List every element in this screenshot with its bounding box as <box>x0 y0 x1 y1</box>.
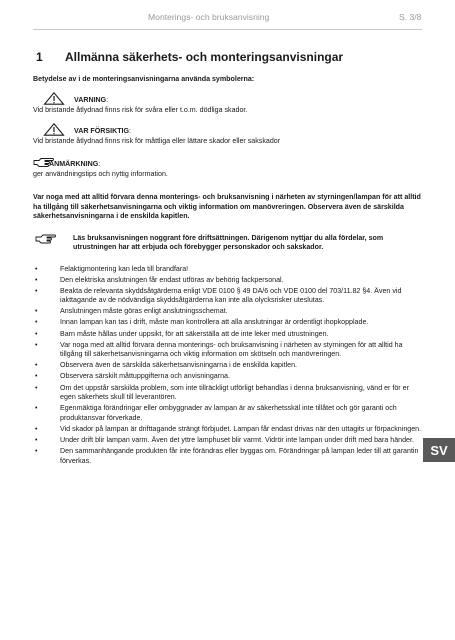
bullet-dot: • <box>35 361 38 370</box>
bullet-text: Anslutningen måste göras enligt anslutningsschemat. <box>60 307 228 316</box>
warning-text: Vid bristande åtlydnad finns risk för svåra eller t.o.m. dödliga skador. <box>33 105 248 114</box>
read-note-text: Läs bruksanvisningen noggrant före driftsättningen. Därigenom nyttjar du alla fördelar, som utrustningen har att erbjuda och förebygger personskador och sakskador. <box>73 233 384 251</box>
bullet-dot: • <box>35 264 38 273</box>
bullet-text: Under drift blir lampan varm. Även det yttre lamphuset blir varmt. Vidrör inte lampan under drift med bara händer. <box>60 436 414 444</box>
bullet-dot: • <box>35 340 38 349</box>
header-rule <box>33 29 422 30</box>
bullet-item <box>33 404 423 423</box>
caution-colon: : <box>129 127 132 135</box>
bullet-text: Var noga med att alltid förvara denna monterings- och bruksanvisning i närheten av styrningen för att alltid ha tillgång till säkerhetsanvisningarna och viktig information om skötseln och manövreringen. <box>60 340 403 359</box>
caution-label-wrap <box>74 127 131 135</box>
bullet-dot: • <box>35 329 38 338</box>
bullet-item <box>33 318 423 328</box>
bullet-dot: • <box>35 318 38 327</box>
document-title: Monterings- och bruksanvisning <box>148 12 270 22</box>
bullet-dot: • <box>35 307 38 316</box>
bullet-item <box>33 436 423 446</box>
page-number: S. 3/8 <box>399 12 422 22</box>
bullet-text: Om det uppstår särskilda problem, som inte tillräckligt utförligt behandlas i denna bruksanvisning, vänd er för er egen säkerhets skull till leverantören. <box>60 383 409 402</box>
section-number: 1 <box>36 50 43 64</box>
bullet-item <box>33 341 423 360</box>
note-text: ger användningstips och nyttig information. <box>33 169 168 178</box>
bullet-item <box>33 330 423 340</box>
bullet-item <box>33 372 423 382</box>
bullet-text: Observera även de särskilda säkerhetsanvisningarna i de enskilda kapitlen. <box>60 361 297 370</box>
bullet-text: Egenmäktiga förändringar eller ombyggnader av lampan är av säkerhetsskäl inte tillåtet och gör garanti och produktansvar förverkade. <box>60 404 397 422</box>
caution-triangle-icon <box>43 123 65 136</box>
bullet-text: Den elektriska anslutningen får endast utföras av behörig fackpersonal. <box>60 275 284 284</box>
bullet-item <box>33 265 423 275</box>
warning-triangle-icon <box>43 92 65 105</box>
storage-paragraph: Var noga med att alltid förvara denna monterings- och bruksanvisning i närheten av styrningen/lampan för att alltid ha tillgång till säkerhetsanvisningarna och viktig information om manövreringen. Observera även de särskilda säkerhetsanvisningarna i de enskilda kapitlen. <box>33 193 421 220</box>
note-label: ANMÄRKNING <box>49 159 99 168</box>
bullet-dot: • <box>35 447 38 456</box>
note-row <box>33 157 423 169</box>
bullet-dot: • <box>35 424 38 433</box>
read-instructions-note <box>33 234 423 253</box>
bullet-text: Beakta de relevanta skyddsåtgärderna enligt VDE 0100 § 49 DA/6 och VDE 0100 del 703/11.82 §4. Även vid iakttagande av de nödvändiga skyddsåtgärderna kan inte alla olycksrisker uteslutas. <box>60 286 402 305</box>
warning-row <box>33 93 423 105</box>
warning-colon: : <box>106 95 109 104</box>
caution-text: Vid bristande åtlydnad finns risk för måttliga eller lättare skador eller sakskador <box>33 137 281 145</box>
section-title: Allmänna säkerhets- och monteringsanvisningar <box>65 50 344 64</box>
pointing-hand-icon <box>35 233 57 245</box>
bullet-text: Den sammanhängande produkten får inte förändras eller byggas om. Förändringar på lampan leder till att garantin förverkas. <box>60 447 419 465</box>
bullet-text: Vid skador på lampan är drifttagande strängt förbjudet. Lampan får endast drivas när den uttagits ur förpackningen. <box>60 424 422 433</box>
bullet-dot: • <box>35 404 38 413</box>
bullet-dot: • <box>35 372 38 381</box>
bullet-text: Felaktigmontering kan leda till brandfara! <box>60 264 189 273</box>
bullet-dot: • <box>35 383 38 392</box>
bullet-text: Innan lampan kan tas i drift, måste man kontrollera att alla anslutningar är ordentligt ihopkopplade. <box>60 318 369 327</box>
bullet-item <box>33 447 423 466</box>
note-colon: : <box>98 159 101 168</box>
safety-bullet-list <box>33 265 423 467</box>
bullet-item <box>33 307 423 317</box>
bullet-dot: • <box>35 275 38 284</box>
warning-label-wrap <box>74 96 108 104</box>
caution-row <box>33 124 423 136</box>
bullet-item <box>33 276 423 286</box>
page-content <box>33 50 423 468</box>
bullet-text: Observera särskilt måttuppgifterna och anvisningarna. <box>60 372 230 381</box>
bullet-item <box>33 287 423 306</box>
bullet-item <box>33 384 423 403</box>
warning-label: VARNING <box>74 95 107 104</box>
note-label-wrap <box>49 160 100 168</box>
section-heading <box>33 50 423 66</box>
bullet-text: Barn måste hållas under uppsikt, för att säkerställa att de inte leker med utrustningen. <box>60 329 329 338</box>
language-tab: SV <box>423 438 455 462</box>
caution-label: VAR FÖRSIKTIG <box>74 127 130 135</box>
bullet-item <box>33 361 423 371</box>
bullet-dot: • <box>35 286 38 295</box>
symbols-intro: Betydelse av i de monteringsanvisningarna använda symbolerna: <box>33 75 255 83</box>
bullet-item <box>33 425 423 435</box>
page-header <box>0 12 455 26</box>
bullet-dot: • <box>35 436 38 444</box>
